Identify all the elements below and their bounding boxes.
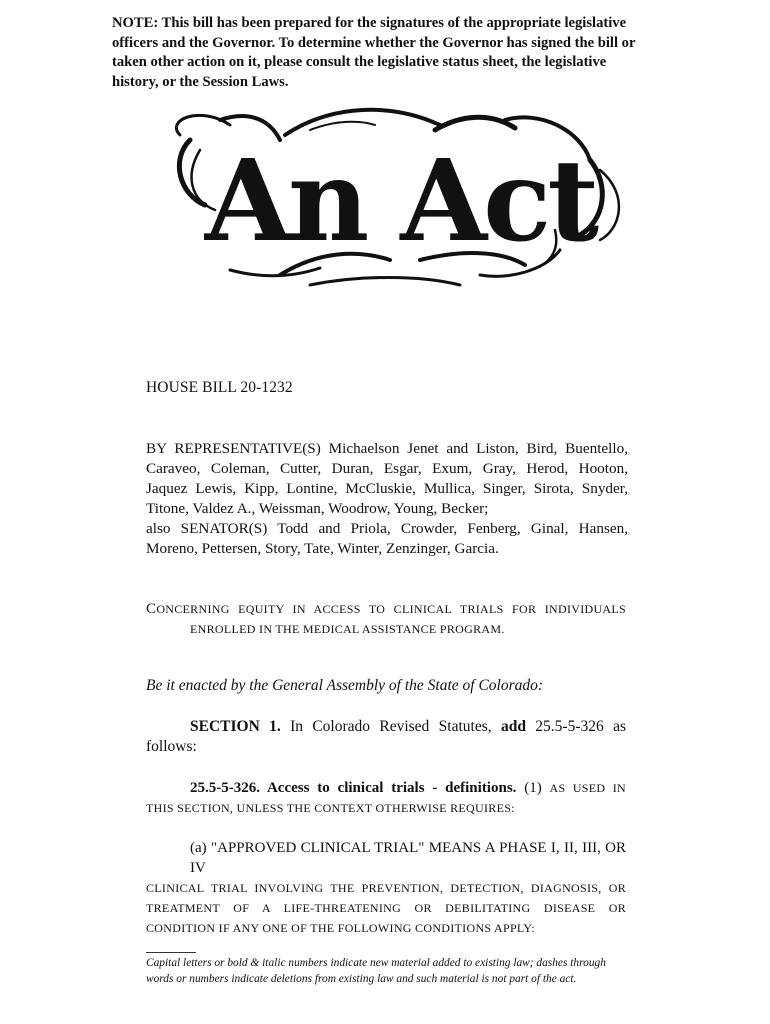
definition-a xyxy=(146,838,626,938)
sponsors-line: Jaquez Lewis, Kipp, Lontine, McCluskie, Mullica, Singer, Sirota, Snyder, xyxy=(146,480,628,497)
footnote: Capital letters or bold & italic numbers indicate new material added to existing law; dashes through words or numbers indicate deletions from existing law and such material is not part of the act. xyxy=(146,957,606,985)
bill-title-line: ENROLLED IN THE MEDICAL ASSISTANCE PROGRAM. xyxy=(190,622,505,636)
sponsors-line: BY REPRESENTATIVE(S) Michaelson Jenet and Liston, Bird, Buentello, xyxy=(146,440,628,457)
seal-flourish-graphic xyxy=(160,100,640,300)
section-text: 25.5-5-326 as xyxy=(535,718,626,735)
sponsors-line: Moreno, Pettersen, Story, Tate, Winter, Zenzinger, Garcia. xyxy=(146,540,499,557)
seal-title: An Act xyxy=(204,136,596,267)
sponsors-line: also SENATOR(S) Todd and Priola, Crowder, Fenberg, Ginal, Hansen, xyxy=(146,520,628,537)
statute-line: THIS SECTION, UNLESS THE CONTEXT OTHERWISE REQUIRES: xyxy=(146,801,515,815)
definition-line: CONDITION IF ANY ONE OF THE FOLLOWING CONDITIONS APPLY: xyxy=(146,921,535,935)
statute-line xyxy=(146,778,626,798)
footnote-divider xyxy=(146,952,196,953)
section-heading: SECTION 1. xyxy=(190,718,281,735)
statute-text: AS USED IN xyxy=(549,781,627,795)
enacting-clause: Be it enacted by the General Assembly of the State of Colorado: xyxy=(146,677,544,694)
definition-line: TREATMENT OF A LIFE-THREATENING OR DEBILITATING DISEASE OR xyxy=(146,901,626,915)
title-line-rest: ONCERNING EQUITY IN ACCESS TO CLINICAL TRIALS FOR INDIVIDUALS xyxy=(156,602,626,616)
section-1 xyxy=(146,717,626,757)
statute-heading: 25.5-5-326. Access to clinical trials - definitions. xyxy=(190,780,517,796)
definition-line: (a) "APPROVED CLINICAL TRIAL" MEANS A PHASE I, II, III, OR IV xyxy=(190,840,626,876)
sponsors-block xyxy=(146,439,628,559)
bill-number: HOUSE BILL 20-1232 xyxy=(146,379,293,396)
statute-subsection: (1) xyxy=(524,780,542,796)
sponsors-line: Caraveo, Coleman, Cutter, Duran, Esgar, Exum, Gray, Herod, Hooton, xyxy=(146,460,628,477)
sponsors-line: Titone, Valdez A., Weissman, Woodrow, Young, Becker; xyxy=(146,500,489,517)
bill-title xyxy=(146,599,626,639)
section-1-line: follows: xyxy=(146,738,197,755)
title-initial-cap: C xyxy=(146,601,157,617)
definition-line: CLINICAL TRIAL INVOLVING THE PREVENTION, DETECTION, DIAGNOSIS, OR xyxy=(146,881,626,895)
section-1-line xyxy=(146,717,626,737)
bill-title-line xyxy=(146,599,626,619)
statute-section xyxy=(146,778,626,818)
an-act-seal xyxy=(160,100,640,300)
section-add-keyword: add xyxy=(500,718,526,735)
disclaimer-note: NOTE: This bill has been prepared for the signatures of the appropriate legislative officers and the Governor. To determine whether the Governor has signed the bill or taken other action on it, please consult the legislative status sheet, the legislative history, or the Session Laws. xyxy=(112,15,636,90)
section-text: In Colorado Revised Statutes, xyxy=(290,718,492,735)
